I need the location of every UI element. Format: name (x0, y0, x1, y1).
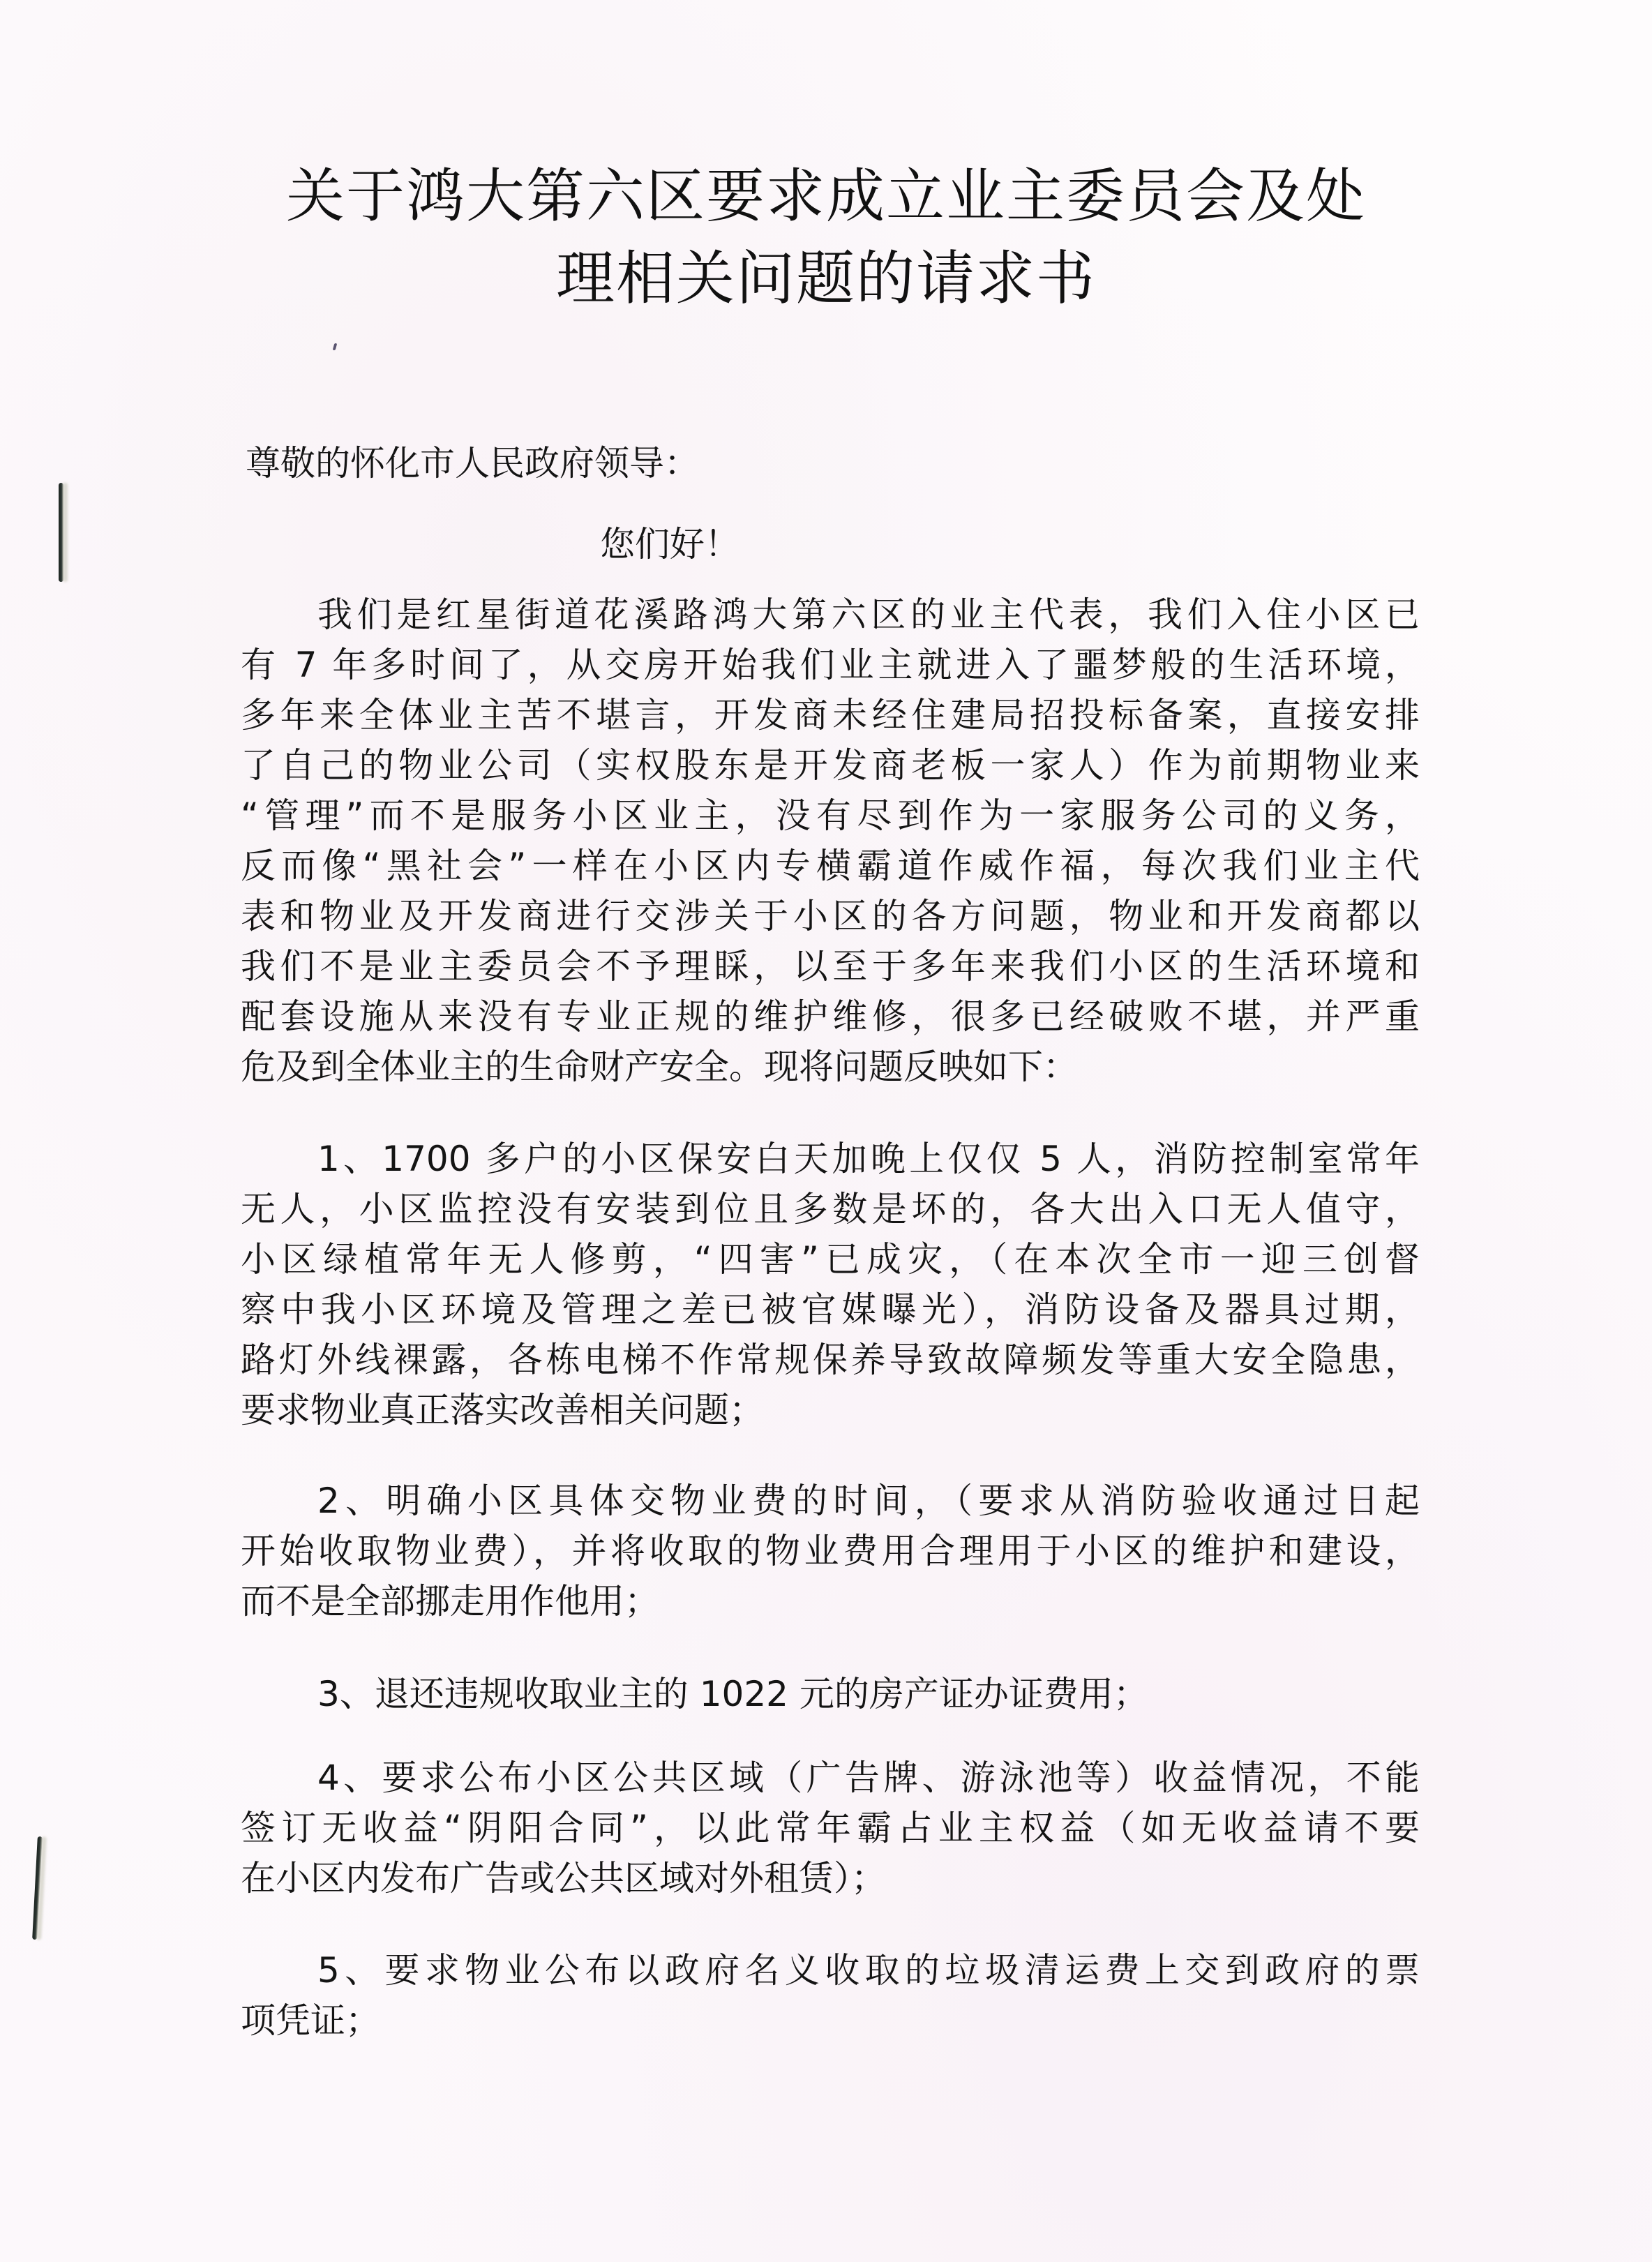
greeting: 您们好！ (600, 524, 739, 564)
intro-line: 我们不是业主委员会不予理睬，以至于多年来我们小区的生活环境和 (241, 946, 1420, 987)
item-line: 2、明确小区具体交物业费的时间，（要求从消防验收通过日起 (317, 1481, 1420, 1521)
item-line: 签订无收益“阴阳合同”，以此常年霸占业主权益（如无收益请不要 (241, 1808, 1420, 1848)
document-title-line-1: 关于鸿大第六区要求成立业主委员会及处 (285, 162, 1366, 230)
item-line: 而不是全部挪走用作他用； (241, 1581, 659, 1621)
item-line: 5、要求物业公布以政府名义收取的垃圾清运费上交到政府的票 (317, 1950, 1420, 1991)
intro-line: 反而像“黑社会”一样在小区内专横霸道作威作福，每次我们业主代 (241, 846, 1420, 886)
item-line: 在小区内发布广告或公共区域对外租赁）； (241, 1858, 886, 1898)
item-line: 察中我小区环境及管理之差已被官媒曝光），消防设备及器具过期， (241, 1289, 1420, 1330)
salutation: 尊敬的怀化市人民政府领导： (246, 443, 699, 484)
item-line: 小区绿植常年无人修剪，“四害”已成灾，（在本次全市一迎三创督 (241, 1239, 1420, 1280)
document-title-line-2: 理相关问题的请求书 (555, 244, 1096, 313)
intro-line: 危及到全体业主的生命财产安全。现将问题反映如下： (241, 1047, 1078, 1087)
item-line: 1、1700 多户的小区保安白天加晚上仅仅 5 人，消防控制室常年 (317, 1139, 1420, 1179)
ink-tick-mark (333, 343, 338, 350)
item-line: 4、要求公布小区公共区域（广告牌、游泳池等）收益情况，不能 (317, 1758, 1420, 1798)
item-line: 项凭证； (241, 2000, 380, 2041)
intro-line: 表和物业及开发商进行交涉关于小区的各方问题，物业和开发商都以 (241, 896, 1420, 936)
intro-line: 我们是红星街道花溪路鸿大第六区的业主代表，我们入住小区已 (317, 594, 1420, 635)
item-line: 无人，小区监控没有安装到位且多数是坏的，各大出入口无人值守， (241, 1189, 1420, 1229)
item-line: 要求物业真正落实改善相关问题； (241, 1390, 764, 1430)
item-line: 路灯外线裸露，各栋电梯不作常规保养导致故障频发等重大安全隐患， (241, 1340, 1420, 1380)
intro-line: 有 7 年多时间了，从交房开始我们业主就进入了噩梦般的生活环境， (241, 645, 1420, 685)
staple-mark-bottom (32, 1836, 43, 1940)
item-line: 3、退还违规收取业主的 1022 元的房产证办证费用； (317, 1674, 1148, 1714)
intro-line: 配套设施从来没有专业正规的维护维修，很多已经破败不堪，并严重 (241, 996, 1420, 1037)
intro-line: 多年来全体业主苦不堪言，开发商未经住建局招投标备案，直接安排 (241, 695, 1420, 735)
staple-mark-top (59, 483, 63, 582)
intro-line: 了自己的物业公司（实权股东是开发商老板一家人）作为前期物业来 (241, 745, 1420, 786)
item-line: 开始收取物业费），并将收取的物业费用合理用于小区的维护和建设， (241, 1531, 1420, 1571)
intro-line: “管理”而不是服务小区业主，没有尽到作为一家服务公司的义务， (241, 795, 1420, 836)
